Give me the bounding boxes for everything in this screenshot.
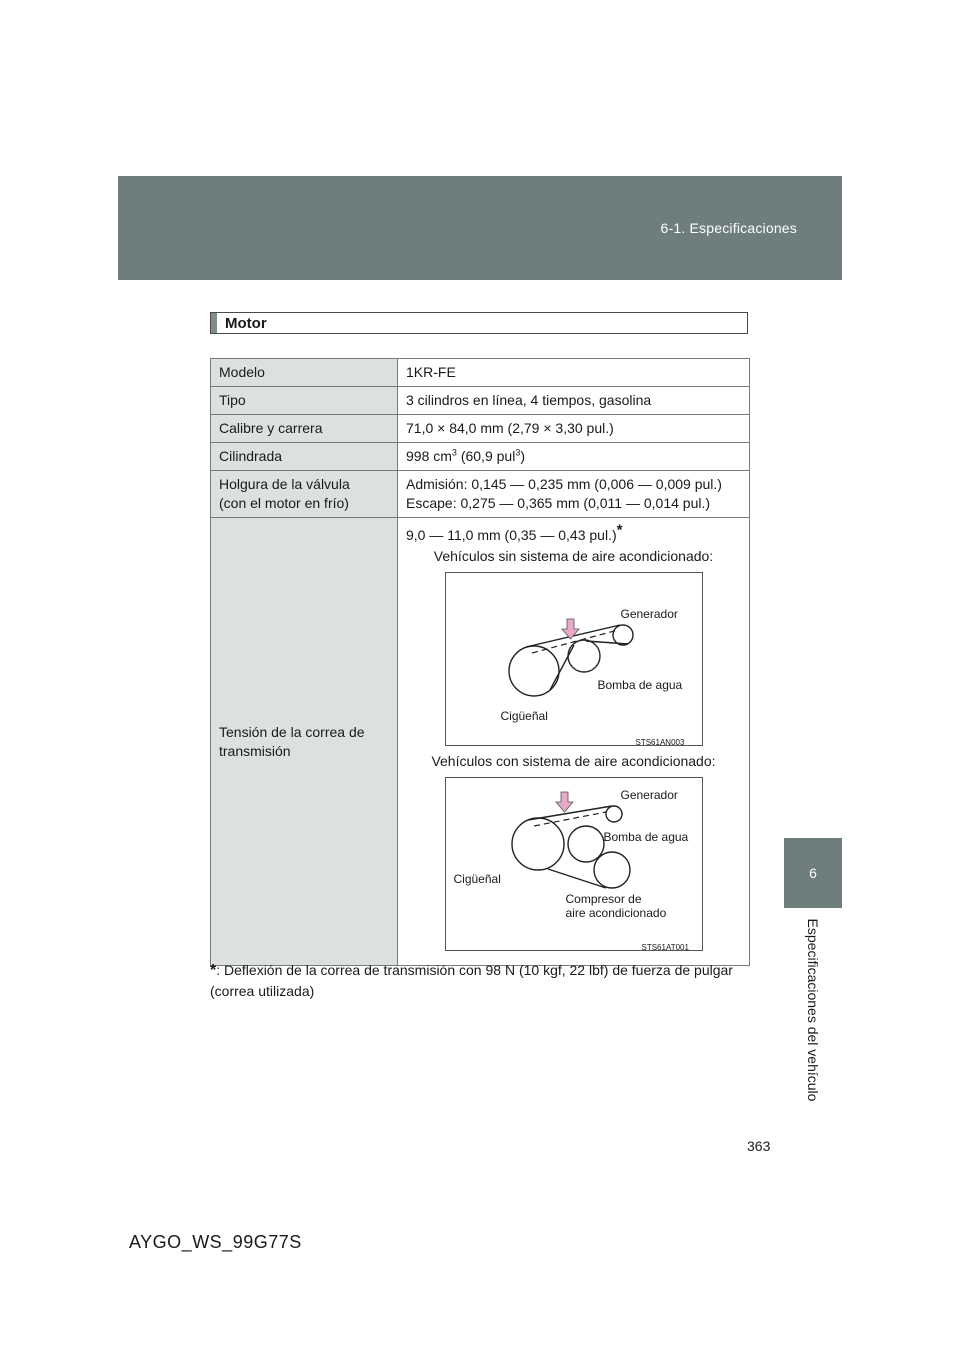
label-water-pump: Bomba de agua bbox=[597, 678, 683, 692]
asterisk-mark: * bbox=[616, 521, 623, 539]
table-row bbox=[211, 415, 750, 443]
table-row bbox=[211, 387, 750, 415]
spec-value: 71,0 × 84,0 mm (2,79 × 3,30 pul.) bbox=[398, 415, 750, 443]
label-compressor-line-1: Compresor de bbox=[565, 892, 642, 906]
diagram-code: STS61AN003 bbox=[635, 738, 685, 747]
spec-label: Calibre y carrera bbox=[211, 415, 398, 443]
label-generator: Generador bbox=[620, 607, 678, 621]
footnote-mark: * bbox=[210, 962, 217, 979]
spec-value bbox=[398, 443, 750, 471]
belt-tension-value: 9,0 — 11,0 mm (0,35 — 0,43 pul.) bbox=[406, 527, 617, 543]
section-header-title: 6-1. Especificaciones bbox=[660, 220, 797, 236]
diagram-code: STS61AT001 bbox=[641, 943, 689, 952]
belt-tension-value-line bbox=[406, 521, 741, 545]
belt-diagram-ac bbox=[445, 777, 703, 951]
footnote-text: : Deflexión de la correa de transmisión con 98 N (10 kgf, 22 lbf) de fuerza de pulgar (correa utilizada) bbox=[210, 962, 733, 999]
spec-value: 3 cilindros en línea, 4 tiempos, gasolina bbox=[398, 387, 750, 415]
spec-label bbox=[211, 518, 398, 966]
page-number: 363 bbox=[747, 1138, 771, 1154]
engine-spec-table bbox=[210, 358, 750, 966]
label-compressor-line-2: aire acondicionado bbox=[565, 906, 667, 920]
spec-label: Modelo bbox=[211, 359, 398, 387]
table-row bbox=[211, 471, 750, 518]
table-row bbox=[211, 359, 750, 387]
label-crankshaft: Cigüeñal bbox=[453, 872, 501, 886]
displacement-b: (60,9 pul bbox=[456, 448, 516, 464]
valve-label-line-1: Holgura de la válvula bbox=[219, 476, 350, 492]
section-title-bar bbox=[211, 313, 217, 333]
table-row bbox=[211, 443, 750, 471]
chapter-tab-label-text: Especificaciones del vehículo bbox=[805, 918, 821, 1102]
displacement-c: ) bbox=[520, 448, 525, 464]
belt-diagram-no-ac-drawing bbox=[446, 573, 702, 745]
label-generator: Generador bbox=[620, 788, 678, 802]
superscript: 3 bbox=[515, 447, 521, 458]
spec-value: 1KR-FE bbox=[398, 359, 750, 387]
belt-diagram-no-ac bbox=[445, 572, 703, 746]
spec-value bbox=[398, 471, 750, 518]
header-band bbox=[118, 176, 842, 280]
table-row bbox=[211, 518, 750, 966]
label-water-pump: Bomba de agua bbox=[603, 830, 689, 844]
chapter-tab-label bbox=[798, 912, 828, 1108]
footnote bbox=[210, 960, 750, 1001]
superscript: 3 bbox=[451, 447, 457, 458]
chapter-tab-number: 6 bbox=[784, 838, 842, 908]
belt-label-line-2: transmisión bbox=[219, 742, 291, 759]
spec-label: Tipo bbox=[211, 387, 398, 415]
valve-label-line-2: (con el motor en frío) bbox=[219, 495, 349, 511]
spec-label: Cilindrada bbox=[211, 443, 398, 471]
valve-exhaust: Escape: 0,275 — 0,365 mm (0,011 — 0,014 pul.) bbox=[406, 495, 711, 511]
spec-label bbox=[211, 471, 398, 518]
document-code: AYGO_WS_99G77S bbox=[129, 1232, 302, 1252]
caption-no-ac: Vehículos sin sistema de aire acondicionado: bbox=[433, 548, 714, 564]
section-title: Motor bbox=[225, 315, 267, 332]
belt-label-line-1: Tensión de la correa de bbox=[219, 723, 365, 740]
caption-ac: Vehículos con sistema de aire acondicionado: bbox=[431, 753, 716, 769]
section-title-box bbox=[210, 312, 748, 334]
displacement-a: 998 cm bbox=[406, 448, 452, 464]
valve-intake: Admisión: 0,145 — 0,235 mm (0,006 — 0,009 pul.) bbox=[406, 476, 722, 492]
label-crankshaft: Cigüeñal bbox=[500, 709, 548, 723]
spec-value bbox=[398, 518, 750, 966]
